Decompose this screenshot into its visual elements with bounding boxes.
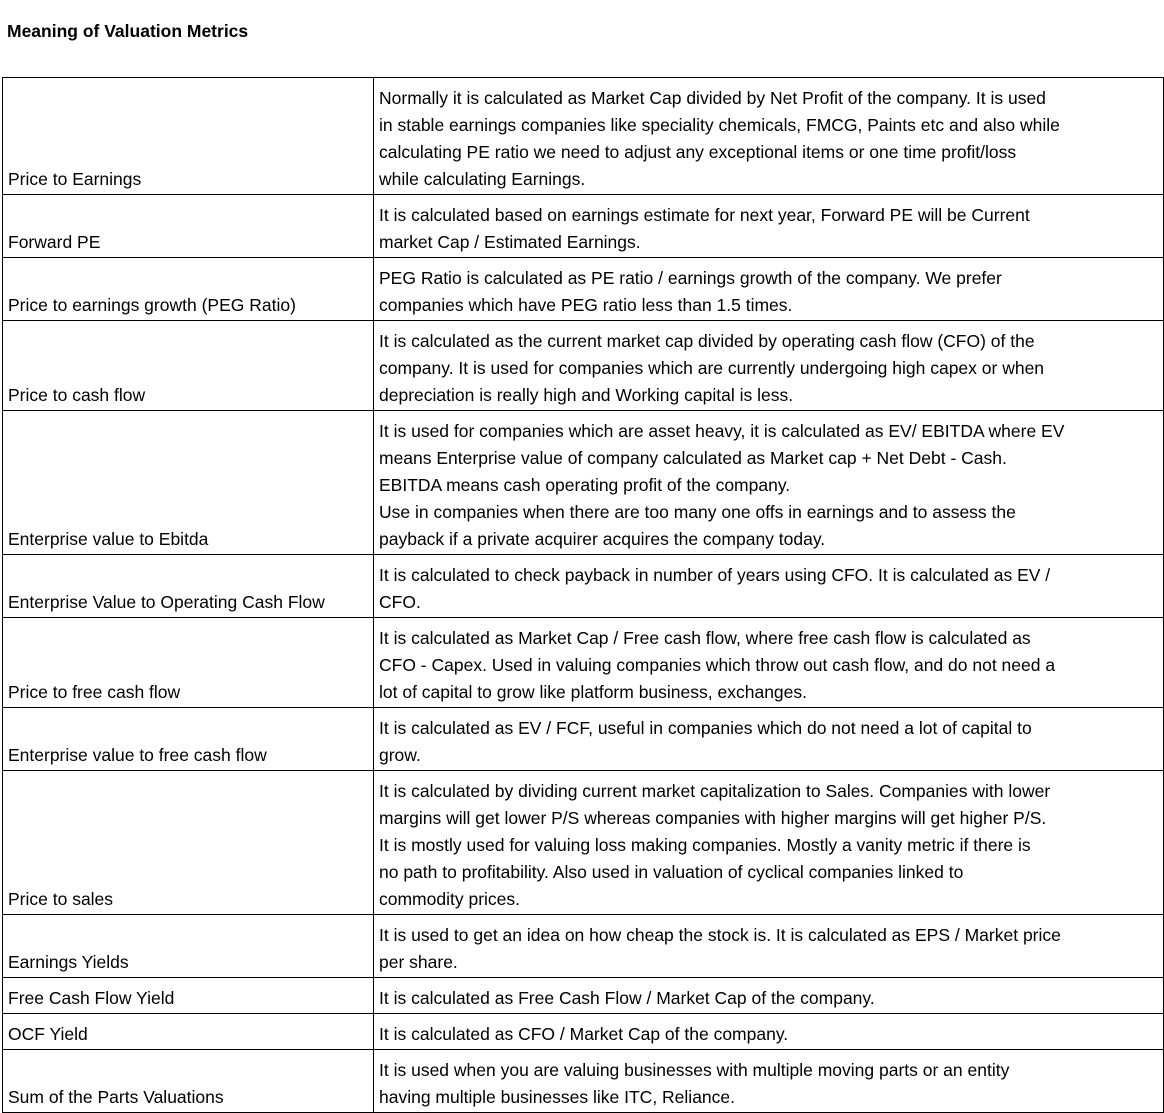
metric-name-cell: Price to free cash flow: [3, 618, 374, 708]
metric-name-cell: Forward PE: [3, 195, 374, 258]
metric-description-cell: [374, 708, 1164, 771]
description-line: Normally it is calculated as Market Cap divided by Net Profit of the company. It is used: [379, 88, 1046, 108]
description-line: lot of capital to grow like platform business, exchanges.: [379, 682, 807, 702]
table-row: [3, 771, 1164, 915]
description-line: company. It is used for companies which are currently undergoing high capex or when: [379, 358, 1045, 378]
metric-description-cell: [374, 78, 1164, 195]
metric-description-cell: [374, 771, 1164, 915]
description-line: payback if a private acquirer acquires the company today.: [379, 529, 826, 549]
description-line: grow.: [379, 745, 421, 765]
description-line: means Enterprise value of company calculated as Market cap + Net Debt - Cash.: [379, 448, 1007, 468]
table-row: [3, 1050, 1164, 1113]
description-line: It is calculated as EV / FCF, useful in companies which do not need a lot of capital to: [379, 718, 1032, 738]
table-row: [3, 618, 1164, 708]
table-row: [3, 708, 1164, 771]
metric-name-cell: Earnings Yields: [3, 915, 374, 978]
metric-description-cell: [374, 1050, 1164, 1113]
table-row: [3, 258, 1164, 321]
description-line: per share.: [379, 952, 458, 972]
description-line: while calculating Earnings.: [379, 169, 586, 189]
description-line: in stable earnings companies like speciality chemicals, FMCG, Paints etc and also while: [379, 115, 1060, 135]
table-row: [3, 411, 1164, 555]
description-line: It is calculated as Free Cash Flow / Market Cap of the company.: [379, 988, 875, 1008]
description-line: CFO - Capex. Used in valuing companies which throw out cash flow, and do not need a: [379, 655, 1056, 675]
metric-name-cell: Enterprise value to Ebitda: [3, 411, 374, 555]
table-row: [3, 195, 1164, 258]
description-line: no path to profitability. Also used in valuation of cyclical companies linked to: [379, 862, 964, 882]
metric-description-cell: [374, 555, 1164, 618]
valuation-metrics-table: [2, 77, 1164, 1113]
description-line: It is calculated as Market Cap / Free cash flow, where free cash flow is calculated as: [379, 628, 1031, 648]
metric-name-cell: Sum of the Parts Valuations: [3, 1050, 374, 1113]
metric-name-cell: Price to Earnings: [3, 78, 374, 195]
description-line: It is calculated based on earnings estimate for next year, Forward PE will be Current: [379, 205, 1030, 225]
description-line: having multiple businesses like ITC, Reliance.: [379, 1087, 735, 1107]
metric-description-cell: [374, 195, 1164, 258]
description-line: calculating PE ratio we need to adjust any exceptional items or one time profit/loss: [379, 142, 1017, 162]
metric-description-cell: [374, 258, 1164, 321]
description-line: margins will get lower P/S whereas companies with higher margins will get higher P/S.: [379, 808, 1047, 828]
table-row: [3, 978, 1164, 1014]
description-line: CFO.: [379, 592, 421, 612]
table-row: [3, 915, 1164, 978]
valuation-metrics-table-body: [3, 78, 1164, 1113]
description-line: market Cap / Estimated Earnings.: [379, 232, 641, 252]
metric-name-cell: Enterprise Value to Operating Cash Flow: [3, 555, 374, 618]
description-line: It is calculated as CFO / Market Cap of the company.: [379, 1024, 789, 1044]
description-line: depreciation is really high and Working capital is less.: [379, 385, 794, 405]
metric-name-cell: Enterprise value to free cash flow: [3, 708, 374, 771]
page-title: Meaning of Valuation Metrics: [7, 21, 249, 41]
description-line: It is used for companies which are asset heavy, it is calculated as EV/ EBITDA where EV: [379, 421, 1065, 441]
metric-name-cell: Price to cash flow: [3, 321, 374, 411]
description-line: It is used to get an idea on how cheap the stock is. It is calculated as EPS / Market price: [379, 925, 1061, 945]
description-line: Use in companies when there are too many one offs in earnings and to assess the: [379, 502, 1016, 522]
description-line: It is mostly used for valuing loss making companies. Mostly a vanity metric if there is: [379, 835, 1031, 855]
metric-description-cell: [374, 978, 1164, 1014]
metric-name-cell: Price to sales: [3, 771, 374, 915]
description-line: commodity prices.: [379, 889, 521, 909]
description-line: It is calculated as the current market cap divided by operating cash flow (CFO) of the: [379, 331, 1035, 351]
description-line: It is used when you are valuing businesses with multiple moving parts or an entity: [379, 1060, 1010, 1080]
metric-description-cell: [374, 618, 1164, 708]
table-row: [3, 555, 1164, 618]
description-line: It is calculated by dividing current market capitalization to Sales. Companies with lower: [379, 781, 1051, 801]
description-line: EBITDA means cash operating profit of the company.: [379, 475, 791, 495]
metric-name-cell: OCF Yield: [3, 1014, 374, 1050]
table-row: [3, 1014, 1164, 1050]
metric-name-cell: Free Cash Flow Yield: [3, 978, 374, 1014]
metric-description-cell: [374, 915, 1164, 978]
metric-description-cell: [374, 321, 1164, 411]
metric-description-cell: [374, 1014, 1164, 1050]
table-row: [3, 78, 1164, 195]
description-line: PEG Ratio is calculated as PE ratio / earnings growth of the company. We prefer: [379, 268, 1002, 288]
metric-name-cell: Price to earnings growth (PEG Ratio): [3, 258, 374, 321]
metric-description-cell: [374, 411, 1164, 555]
table-row: [3, 321, 1164, 411]
description-line: companies which have PEG ratio less than 1.5 times.: [379, 295, 793, 315]
description-line: It is calculated to check payback in number of years using CFO. It is calculated as EV /: [379, 565, 1051, 585]
